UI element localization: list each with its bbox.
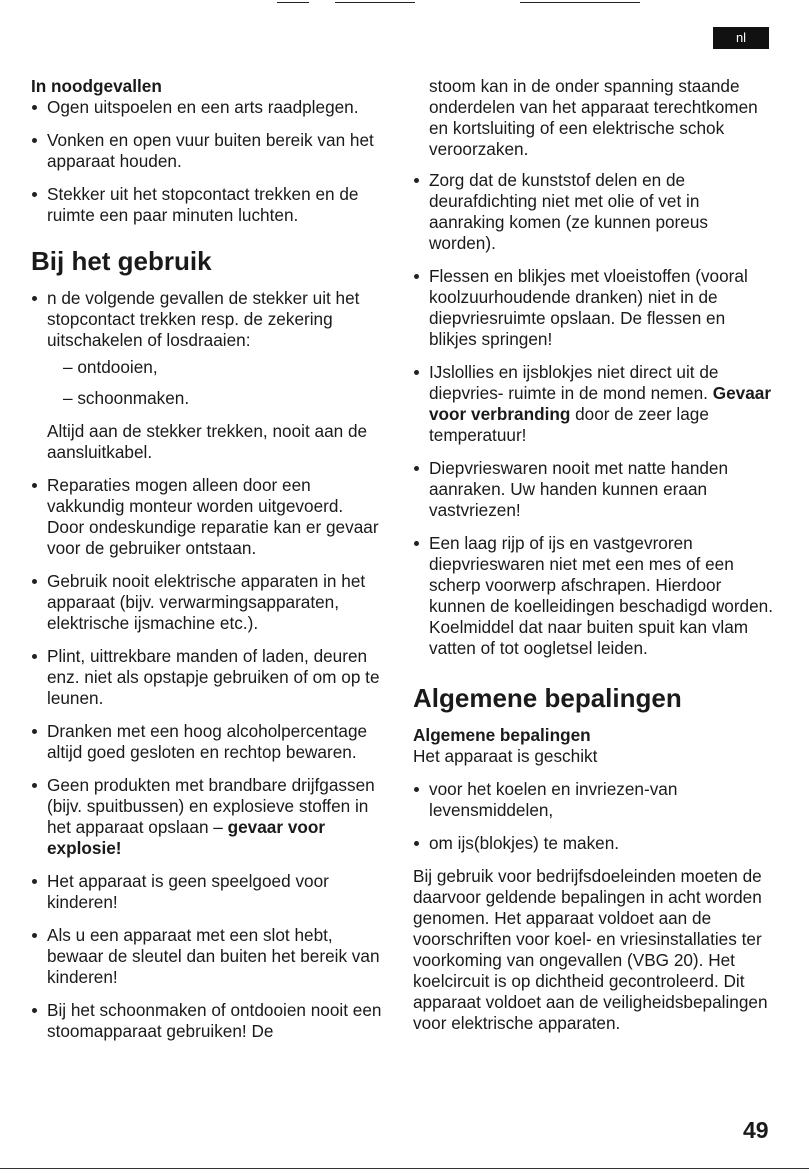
list-item: Het apparaat is geen speelgoed voor kinderen! xyxy=(31,871,383,913)
list-item: Als u een apparaat met een slot hebt, bewaar de sleutel dan buiten het bereik van kinderen! xyxy=(31,925,383,988)
list-item xyxy=(413,362,773,446)
top-rule-left xyxy=(277,2,309,3)
list-item: Gebruik nooit elektrische apparaten in het apparaat (bijv. verwarmingsapparaten, elektrische ijsmachine etc.). xyxy=(31,571,383,634)
list-item: Dranken met een hoog alcoholpercentage altijd goed gesloten en rechtop bewaren. xyxy=(31,721,383,763)
list-item: Diepvrieswaren nooit met natte handen aanraken. Uw handen kunnen eraan vastvriezen! xyxy=(413,458,773,521)
continuation-text: stoom kan in de onder spanning staande onderdelen van het apparaat terechtkomen en kortsluiting of een elektrische schok veroorzaken. xyxy=(429,76,758,159)
list-item xyxy=(31,288,383,409)
note-text: Altijd aan de stekker trekken, nooit aan de aansluitkabel. xyxy=(47,421,368,462)
sub-list xyxy=(47,357,383,409)
general-list xyxy=(413,779,773,854)
left-column xyxy=(31,76,383,1054)
page-number: 49 xyxy=(743,1117,769,1143)
top-rule-mid xyxy=(335,2,415,3)
list-item-text: door de zeer lage temperatuur! xyxy=(429,404,709,445)
top-rule-right xyxy=(520,2,640,3)
list-item: Flessen en blikjes met vloeistoffen (vooral koolzuurhoudende dranken) niet in de diepvriesruimte opslaan. De flessen en blikjes springen! xyxy=(413,266,773,350)
sub-item: – ontdooien, xyxy=(63,357,158,377)
list-item-text: IJslollies en ijsblokjes niet direct uit de diepvries- ruimte in de mond nemen. xyxy=(429,362,719,403)
heading-emergency: In noodgevallen xyxy=(31,76,162,96)
list-item: Een laag rijp of ijs en vastgevroren diepvrieswaren niet met een mes of een scherp voorwerp afschrapen. Hierdoor kunnen de koelleidingen beschadigd worden. Koelmiddel dat naar buiten spuit kan vlam vatten of tot oogletsel leiden. xyxy=(413,533,773,659)
list-item: Stekker uit het stopcontact trekken en de ruimte een paar minuten luchten. xyxy=(31,184,383,226)
bottom-rule xyxy=(0,1168,809,1169)
subheading-general: Algemene bepalingen xyxy=(413,725,591,745)
list-item: Reparaties mogen alleen door een vakkundig monteur worden uitgevoerd. Door ondeskundige reparatie kan er gevaar voor de gebruiker ontstaan. xyxy=(31,475,383,559)
heading-use: Bij het gebruik xyxy=(31,246,212,276)
emergency-list xyxy=(31,97,383,226)
list-item: Vonken en open vuur buiten bereik van het apparaat houden. xyxy=(31,130,383,172)
list-item: Bij het schoonmaken of ontdooien nooit een stoomapparaat gebruiken! De xyxy=(31,1000,383,1042)
language-badge: nl xyxy=(713,27,769,49)
list-item: voor het koelen en invriezen-van levensmiddelen, xyxy=(413,779,773,821)
use-list-3 xyxy=(413,170,773,659)
right-column xyxy=(413,76,773,1046)
list-item: om ijs(blokjes) te maken. xyxy=(413,833,773,854)
use-list-2 xyxy=(31,475,383,1042)
list-item: Zorg dat de kunststof delen en de deurafdichting niet met olie of vet in aanraking komen (ze kunnen poreus worden). xyxy=(413,170,773,254)
heading-general: Algemene bepalingen xyxy=(413,683,682,713)
sub-item: – schoonmaken. xyxy=(63,388,190,408)
warning-text: gevaar voor explosie! xyxy=(47,817,326,858)
list-item: Ogen uitspoelen en een arts raadplegen. xyxy=(31,97,383,118)
general-paragraph: Bij gebruik voor bedrijfsdoeleinden moeten de daarvoor geldende bepalingen in acht worden genomen. Het apparaat voldoet aan de voorschriften voor koel- en vriesinstallaties ter voorkoming van ongevallen (VBG 20). Het koelcircuit is op dichtheid gecontroleerd. Dit apparaat voldoet aan de veiligheidsbepalingen voor elektrische apparaten. xyxy=(413,866,768,1033)
general-intro: Het apparaat is geschikt xyxy=(413,746,598,766)
warning-text: Gevaar voor verbranding xyxy=(429,383,772,424)
list-item-text: n de volgende gevallen de stekker uit het stopcontact trekken resp. de zekering uitschakelen of losdraaien: xyxy=(47,288,360,350)
list-item xyxy=(31,775,383,859)
use-list xyxy=(31,288,383,409)
list-item: Plint, uittrekbare manden of laden, deuren enz. niet als opstapje gebruiken of om op te leunen. xyxy=(31,646,383,709)
list-item-text: Geen produkten met brandbare drijfgassen (bijv. spuitbussen) en explosieve stoffen in het apparaat opslaan – xyxy=(47,775,375,837)
